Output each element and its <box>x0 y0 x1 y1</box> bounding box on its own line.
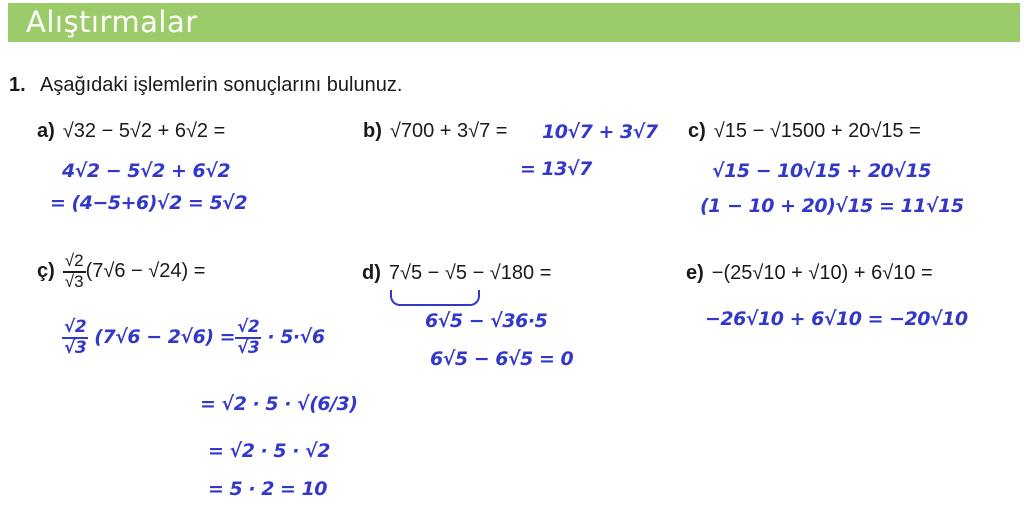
problem-c-cedilla: ç) $\frac{√2}{√3}$ (7√6 − √24) = <box>37 251 206 291</box>
answer-c-cedilla-line3: = √2 · 5 · √2 <box>208 440 330 462</box>
problem-b: b) √700 + 3√7 = <box>363 120 508 142</box>
answer-e-line1: −26√10 + 6√10 = −20√10 <box>705 308 968 330</box>
answer-c-cedilla-line4: = 5 · 2 = 10 <box>208 478 328 500</box>
problem-d: d) 7√5 − √5 − √180 = <box>362 262 552 284</box>
answer-a-line2: = (4−5+6)√2 = 5√2 <box>50 192 248 214</box>
answer-a-line1: 4√2 − 5√2 + 6√2 <box>62 160 231 182</box>
answer-d-line1: 6√5 − √36·5 <box>425 310 548 332</box>
problem-c: c) √15 − √1500 + 20√15 = <box>688 120 921 142</box>
question-number: 1. <box>9 74 26 96</box>
question-text: Aşağıdaki işlemlerin sonuçlarını bulunuz. <box>40 74 403 96</box>
answer-b-line2: = 13√7 <box>520 158 592 180</box>
answer-c-cedilla-line1: $\frac{√2}{√3}$ (7√6 − 2√6) = $\frac{√2}{√3}$ · 5·√6 <box>64 317 325 358</box>
problem-e: e) −(25√10 + √10) + 6√10 = <box>686 262 933 284</box>
answer-c-cedilla-line2: = √2 · 5 · √(6/3) <box>200 393 358 415</box>
answer-b-line1: 10√7 + 3√7 <box>542 121 658 143</box>
answer-c-line1: √15 − 10√15 + 20√15 <box>712 160 932 182</box>
section-header <box>8 3 1020 42</box>
answer-d-line2: 6√5 − 6√5 = 0 <box>430 348 574 370</box>
section-title: Alıştırmalar <box>26 5 198 39</box>
problem-a: a) √32 − 5√2 + 6√2 = <box>37 120 226 142</box>
underbrace-mark <box>390 290 480 306</box>
answer-c-line2: (1 − 10 + 20)√15 = 11√15 <box>700 195 964 217</box>
